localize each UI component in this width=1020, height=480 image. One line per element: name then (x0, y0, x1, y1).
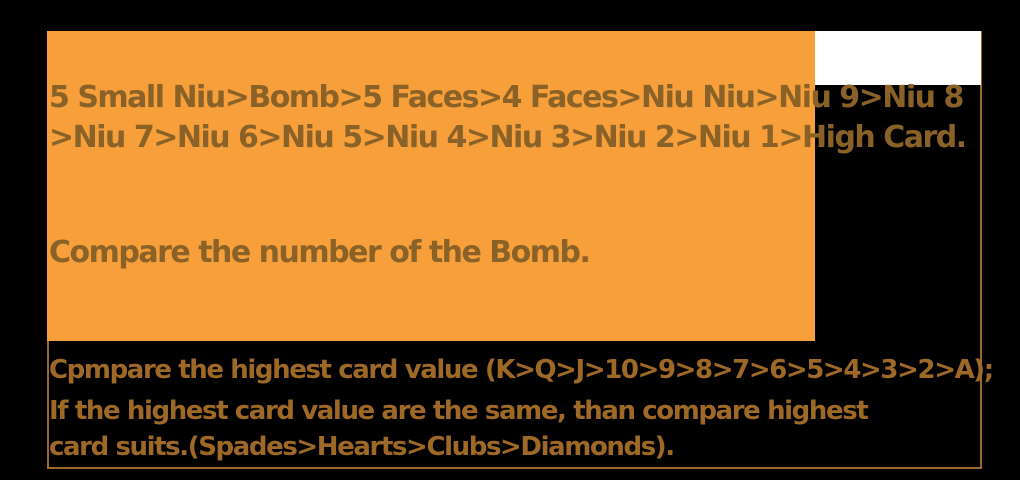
card-type-ranking-line2: >Niu 7>Niu 6>Niu 5>Niu 4>Niu 3>Niu 2>Niu 1>High Card. (49, 120, 966, 155)
high-card-comparison-line2: If the highest card value are the same, than compare highest (49, 396, 868, 426)
white-block (815, 31, 981, 85)
high-card-comparison-line3: card suits.(Spades>Hearts>Clubs>Diamonds). (49, 432, 674, 462)
bomb-comparison-rule: Compare the number of the Bomb. (49, 235, 590, 270)
orange-highlight-block (47, 31, 815, 341)
card-type-ranking-line1: 5 Small Niu>Bomb>5 Faces>4 Faces>Niu Niu>Niu 9>Niu 8 (49, 80, 963, 115)
high-card-comparison-line1: Cpmpare the highest card value (K>Q>J>10>9>8>7>6>5>4>3>2>A); (49, 355, 993, 385)
